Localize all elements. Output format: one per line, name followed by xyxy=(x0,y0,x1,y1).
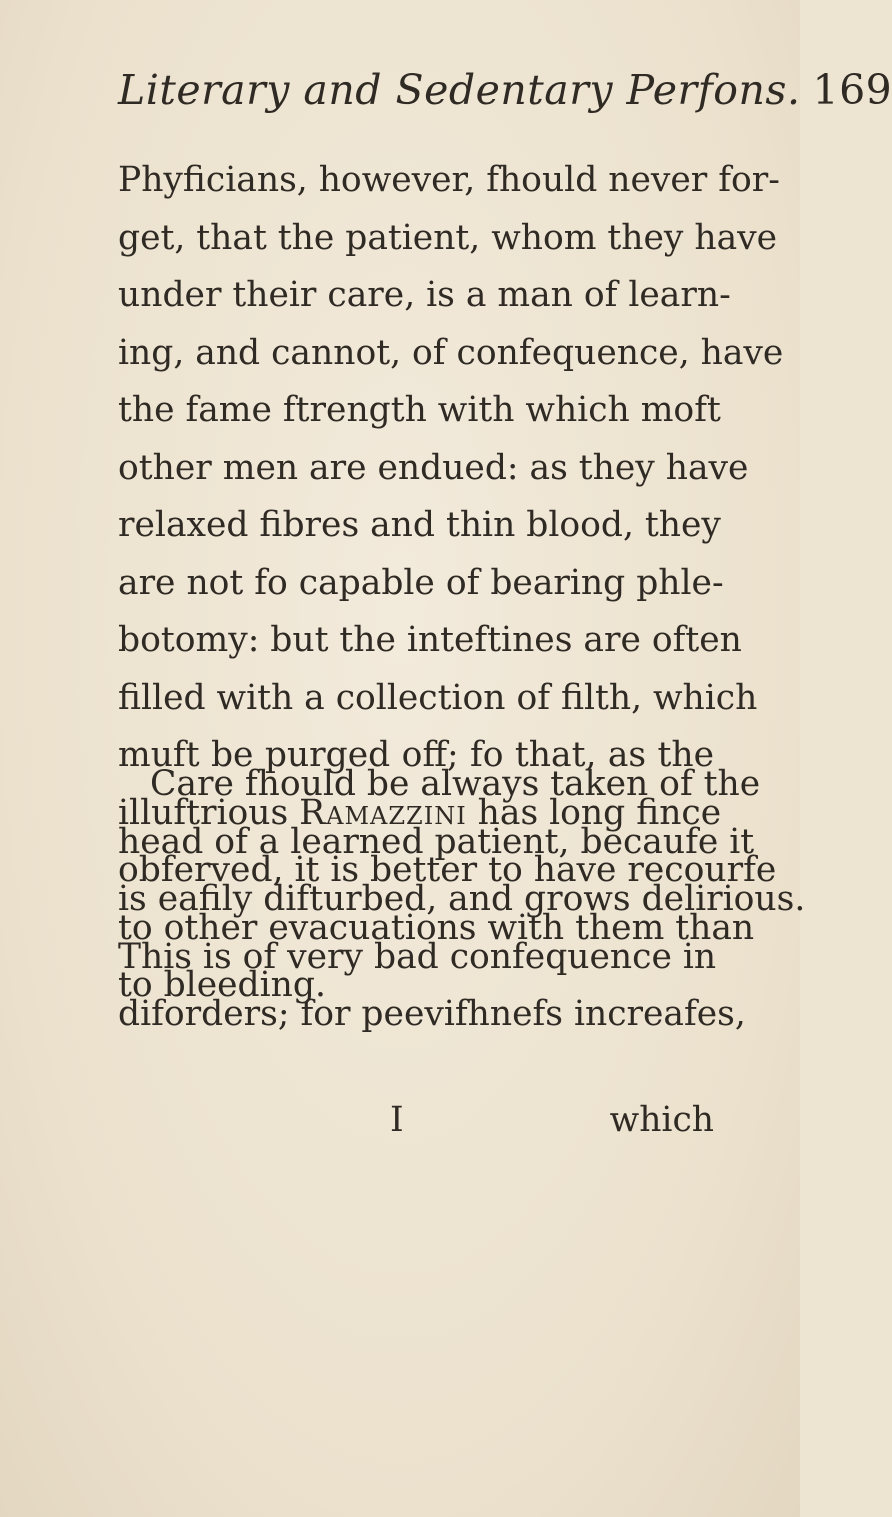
text-fragment: illuftrious xyxy=(118,792,300,833)
signature-mark: I xyxy=(390,1100,404,1140)
text-line: diforders; for peevifhnefs increafes, xyxy=(118,994,746,1034)
page-footer xyxy=(118,1100,714,1158)
text-line: relaxed fibres and thin blood, they xyxy=(118,505,721,545)
text-line: to bleeding. xyxy=(118,965,326,1005)
paragraph-2 xyxy=(118,756,806,1044)
text-line: ing, and cannot, of confequence, have xyxy=(118,332,784,373)
text-line: the fame ftrength with which moft xyxy=(118,390,721,430)
person-name: Ramazzini xyxy=(299,792,467,833)
text-line: obferved, it is better to have recourfe xyxy=(118,850,777,890)
catchword: which xyxy=(609,1100,714,1140)
text-line: is eafily difturbed, and grows delirious. xyxy=(118,879,806,919)
running-header xyxy=(118,66,892,126)
text-line: botomy: but the inteftines are often xyxy=(118,620,742,660)
text-fragment: has long fince xyxy=(466,792,722,833)
text-line: muft be purged off; fo that, as the xyxy=(118,735,714,775)
running-title: Literary and Sedentary Perfons. xyxy=(118,66,801,114)
text-line: get, that the patient, whom they have xyxy=(118,217,778,258)
text-line: other men are endued: as they have xyxy=(118,447,749,488)
text-line: filled with a collection of filth, which xyxy=(118,677,758,718)
text-line: are not fo capable of bearing phle- xyxy=(118,562,724,603)
text-line: to other evacuations with them than xyxy=(118,907,755,948)
text-line: This is of very bad confequence in xyxy=(118,936,717,977)
text-line: Care fhould be always taken of the xyxy=(150,764,761,804)
text-line: under their care, is a man of learn- xyxy=(118,275,731,315)
page-number: 169 xyxy=(812,66,892,114)
text-line: head of a learned patient, becaufe it xyxy=(118,821,755,862)
text-line: Phyficians, however, fhould never for- xyxy=(118,160,780,200)
